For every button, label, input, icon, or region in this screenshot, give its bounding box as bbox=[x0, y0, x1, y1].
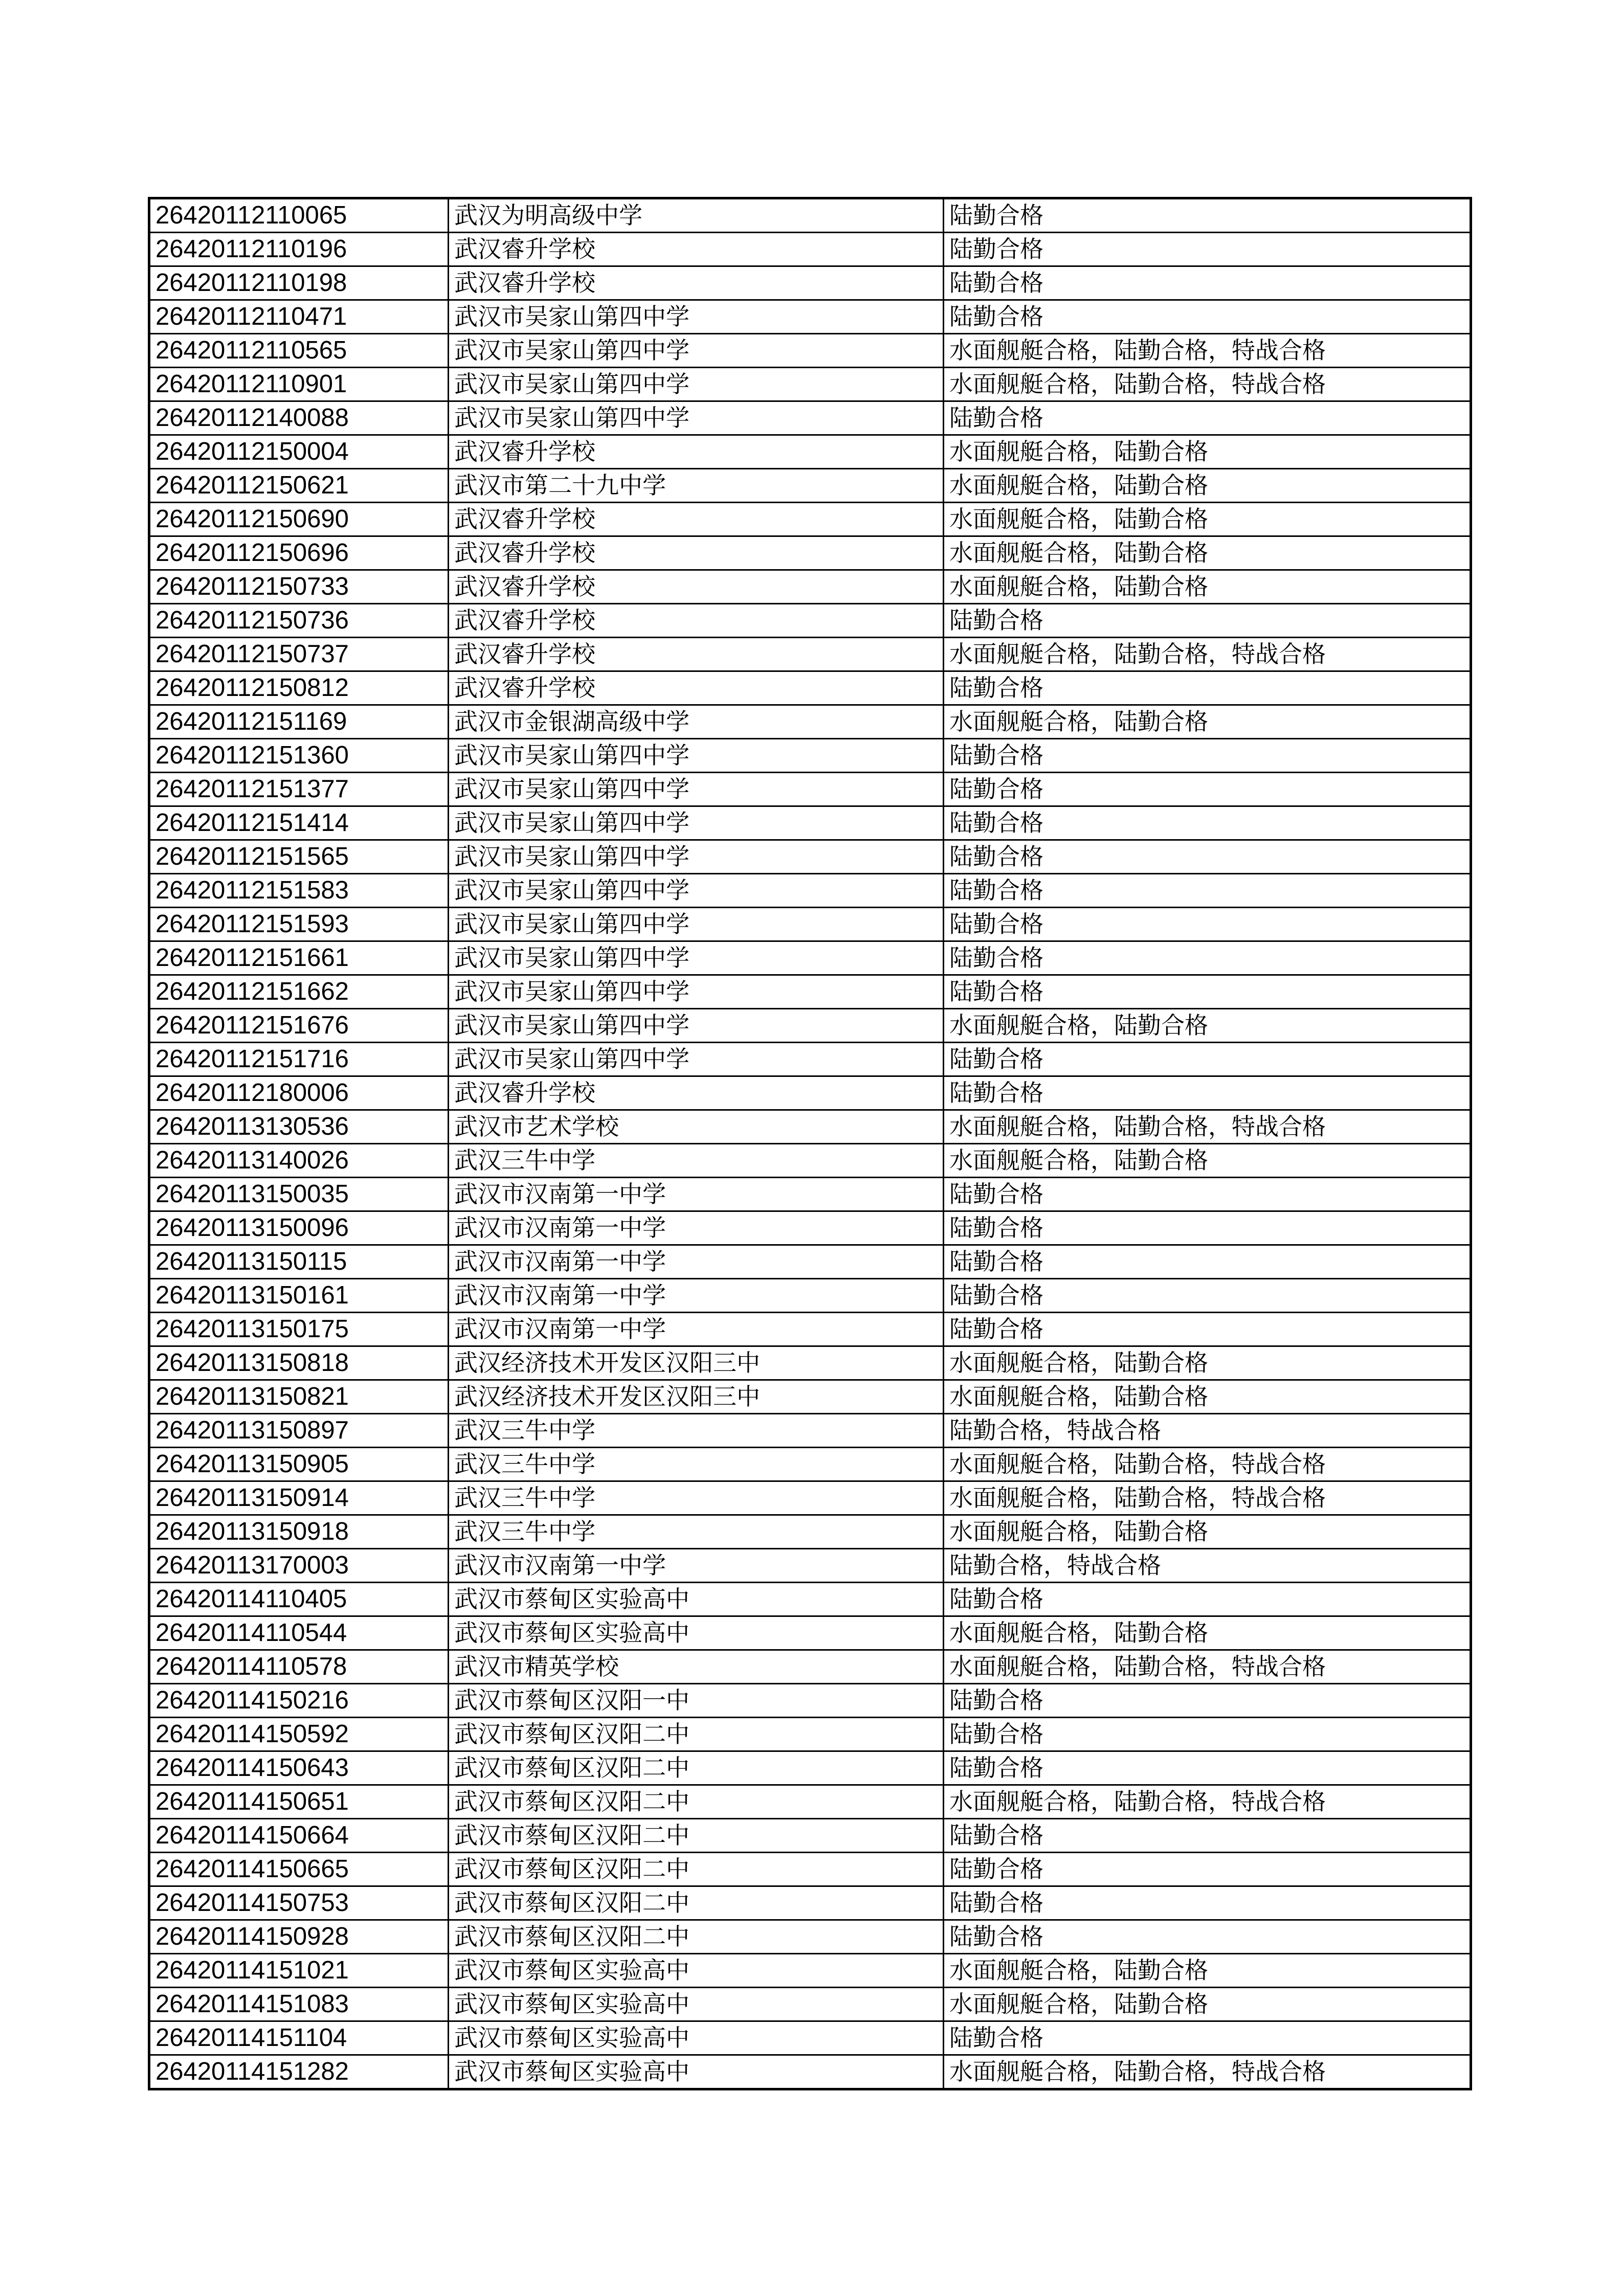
table-row bbox=[149, 1616, 1471, 1650]
school-name-cell: 武汉市吴家山第四中学 bbox=[449, 874, 944, 908]
school-name-cell: 武汉市蔡甸区实验高中 bbox=[449, 1988, 944, 2021]
candidate-id-cell: 26420114150216 bbox=[149, 1684, 449, 1718]
candidate-id-cell: 26420112150812 bbox=[149, 671, 449, 705]
table-row bbox=[149, 941, 1471, 975]
school-name-cell: 武汉市汉南第一中学 bbox=[449, 1245, 944, 1279]
table-row bbox=[149, 773, 1471, 806]
result-cell: 陆勤合格 bbox=[944, 233, 1471, 266]
result-cell: 陆勤合格 bbox=[944, 739, 1471, 773]
candidate-id-cell: 26420114150664 bbox=[149, 1819, 449, 1853]
table-row bbox=[149, 1110, 1471, 1144]
result-cell: 陆勤合格 bbox=[944, 198, 1471, 233]
table-row bbox=[149, 1684, 1471, 1718]
school-name-cell: 武汉市艺术学校 bbox=[449, 1110, 944, 1144]
table-row bbox=[149, 1346, 1471, 1380]
table-row bbox=[149, 739, 1471, 773]
table-row bbox=[149, 1954, 1471, 1988]
table-row bbox=[149, 266, 1471, 300]
table-row bbox=[149, 638, 1471, 671]
school-name-cell: 武汉市蔡甸区汉阳二中 bbox=[449, 1920, 944, 1954]
table-row bbox=[149, 1583, 1471, 1616]
result-cell: 陆勤合格 bbox=[944, 1853, 1471, 1886]
table-row bbox=[149, 908, 1471, 941]
result-cell: 陆勤合格 bbox=[944, 1751, 1471, 1785]
candidate-id-cell: 26420114151104 bbox=[149, 2021, 449, 2055]
table-row bbox=[149, 1178, 1471, 1211]
results-table-body bbox=[149, 198, 1471, 2089]
school-name-cell: 武汉睿升学校 bbox=[449, 638, 944, 671]
table-row bbox=[149, 1785, 1471, 1819]
table-row bbox=[149, 705, 1471, 739]
candidate-id-cell: 26420112110198 bbox=[149, 266, 449, 300]
table-row bbox=[149, 1718, 1471, 1751]
candidate-id-cell: 26420112151583 bbox=[149, 874, 449, 908]
school-name-cell: 武汉市蔡甸区汉阳二中 bbox=[449, 1751, 944, 1785]
table-row bbox=[149, 1988, 1471, 2021]
result-cell: 陆勤合格 bbox=[944, 266, 1471, 300]
school-name-cell: 武汉市精英学校 bbox=[449, 1650, 944, 1684]
school-name-cell: 武汉市蔡甸区实验高中 bbox=[449, 1583, 944, 1616]
result-cell: 水面舰艇合格，陆勤合格 bbox=[944, 503, 1471, 536]
table-row bbox=[149, 1279, 1471, 1313]
school-name-cell: 武汉市蔡甸区汉阳一中 bbox=[449, 1684, 944, 1718]
result-cell: 陆勤合格 bbox=[944, 1178, 1471, 1211]
candidate-id-cell: 26420113170003 bbox=[149, 1549, 449, 1583]
result-cell: 水面舰艇合格，陆勤合格 bbox=[944, 1515, 1471, 1549]
candidate-id-cell: 26420112151565 bbox=[149, 840, 449, 874]
table-row bbox=[149, 1043, 1471, 1076]
result-cell: 陆勤合格 bbox=[944, 1920, 1471, 1954]
school-name-cell: 武汉市蔡甸区汉阳二中 bbox=[449, 1853, 944, 1886]
result-cell: 陆勤合格 bbox=[944, 773, 1471, 806]
table-row bbox=[149, 1009, 1471, 1043]
school-name-cell: 武汉市吴家山第四中学 bbox=[449, 334, 944, 368]
candidate-id-cell: 26420114150643 bbox=[149, 1751, 449, 1785]
school-name-cell: 武汉市吴家山第四中学 bbox=[449, 806, 944, 840]
table-row bbox=[149, 1751, 1471, 1785]
candidate-id-cell: 26420113150905 bbox=[149, 1448, 449, 1481]
school-name-cell: 武汉经济技术开发区汉阳三中 bbox=[449, 1380, 944, 1414]
candidate-id-cell: 26420113150096 bbox=[149, 1211, 449, 1245]
school-name-cell: 武汉市吴家山第四中学 bbox=[449, 1009, 944, 1043]
result-cell: 陆勤合格 bbox=[944, 1245, 1471, 1279]
school-name-cell: 武汉经济技术开发区汉阳三中 bbox=[449, 1346, 944, 1380]
table-row bbox=[149, 1920, 1471, 1954]
school-name-cell: 武汉市汉南第一中学 bbox=[449, 1313, 944, 1346]
candidate-id-cell: 26420112110901 bbox=[149, 368, 449, 401]
table-row bbox=[149, 975, 1471, 1009]
result-cell: 陆勤合格 bbox=[944, 300, 1471, 334]
school-name-cell: 武汉市蔡甸区汉阳二中 bbox=[449, 1718, 944, 1751]
school-name-cell: 武汉市汉南第一中学 bbox=[449, 1211, 944, 1245]
result-cell: 水面舰艇合格，陆勤合格，特战合格 bbox=[944, 638, 1471, 671]
result-cell: 陆勤合格 bbox=[944, 1718, 1471, 1751]
result-cell: 水面舰艇合格，陆勤合格，特战合格 bbox=[944, 1650, 1471, 1684]
table-row bbox=[149, 1853, 1471, 1886]
table-row bbox=[149, 2055, 1471, 2089]
school-name-cell: 武汉市蔡甸区实验高中 bbox=[449, 1954, 944, 1988]
result-cell: 水面舰艇合格，陆勤合格 bbox=[944, 1380, 1471, 1414]
table-row bbox=[149, 570, 1471, 604]
school-name-cell: 武汉市蔡甸区实验高中 bbox=[449, 2055, 944, 2089]
table-row bbox=[149, 536, 1471, 570]
candidate-id-cell: 26420113130536 bbox=[149, 1110, 449, 1144]
table-row bbox=[149, 198, 1471, 233]
candidate-id-cell: 26420112151662 bbox=[149, 975, 449, 1009]
candidate-id-cell: 26420112150621 bbox=[149, 469, 449, 503]
result-cell: 陆勤合格 bbox=[944, 1583, 1471, 1616]
candidate-id-cell: 26420112151377 bbox=[149, 773, 449, 806]
candidate-id-cell: 26420112150696 bbox=[149, 536, 449, 570]
candidate-id-cell: 26420112110065 bbox=[149, 198, 449, 233]
table-row bbox=[149, 1076, 1471, 1110]
school-name-cell: 武汉市汉南第一中学 bbox=[449, 1178, 944, 1211]
school-name-cell: 武汉睿升学校 bbox=[449, 233, 944, 266]
candidate-id-cell: 26420112180006 bbox=[149, 1076, 449, 1110]
candidate-id-cell: 26420112150736 bbox=[149, 604, 449, 638]
school-name-cell: 武汉睿升学校 bbox=[449, 604, 944, 638]
school-name-cell: 武汉三牛中学 bbox=[449, 1414, 944, 1448]
result-cell: 陆勤合格 bbox=[944, 908, 1471, 941]
candidate-id-cell: 26420113150161 bbox=[149, 1279, 449, 1313]
result-cell: 陆勤合格 bbox=[944, 1076, 1471, 1110]
candidate-id-cell: 26420112151676 bbox=[149, 1009, 449, 1043]
table-row bbox=[149, 1819, 1471, 1853]
table-row bbox=[149, 1448, 1471, 1481]
school-name-cell: 武汉市吴家山第四中学 bbox=[449, 401, 944, 435]
school-name-cell: 武汉三牛中学 bbox=[449, 1515, 944, 1549]
table-row bbox=[149, 469, 1471, 503]
result-cell: 陆勤合格 bbox=[944, 840, 1471, 874]
candidate-id-cell: 26420112150733 bbox=[149, 570, 449, 604]
table-row bbox=[149, 2021, 1471, 2055]
candidate-id-cell: 26420112151661 bbox=[149, 941, 449, 975]
candidate-id-cell: 26420114110544 bbox=[149, 1616, 449, 1650]
table-row bbox=[149, 1549, 1471, 1583]
result-cell: 水面舰艇合格，陆勤合格，特战合格 bbox=[944, 2055, 1471, 2089]
result-cell: 陆勤合格 bbox=[944, 1819, 1471, 1853]
school-name-cell: 武汉为明高级中学 bbox=[449, 198, 944, 233]
candidate-id-cell: 26420112151593 bbox=[149, 908, 449, 941]
result-cell: 水面舰艇合格，陆勤合格，特战合格 bbox=[944, 1785, 1471, 1819]
result-cell: 陆勤合格 bbox=[944, 604, 1471, 638]
table-row bbox=[149, 503, 1471, 536]
school-name-cell: 武汉三牛中学 bbox=[449, 1448, 944, 1481]
table-row bbox=[149, 1650, 1471, 1684]
candidate-id-cell: 26420112150004 bbox=[149, 435, 449, 469]
school-name-cell: 武汉市吴家山第四中学 bbox=[449, 739, 944, 773]
school-name-cell: 武汉市吴家山第四中学 bbox=[449, 941, 944, 975]
table-row bbox=[149, 1886, 1471, 1920]
result-cell: 陆勤合格 bbox=[944, 1211, 1471, 1245]
result-cell: 陆勤合格 bbox=[944, 975, 1471, 1009]
result-cell: 陆勤合格 bbox=[944, 2021, 1471, 2055]
school-name-cell: 武汉睿升学校 bbox=[449, 1076, 944, 1110]
school-name-cell: 武汉市吴家山第四中学 bbox=[449, 773, 944, 806]
table-row bbox=[149, 300, 1471, 334]
school-name-cell: 武汉睿升学校 bbox=[449, 536, 944, 570]
table-row bbox=[149, 604, 1471, 638]
result-cell: 陆勤合格 bbox=[944, 1313, 1471, 1346]
result-cell: 水面舰艇合格，陆勤合格，特战合格 bbox=[944, 1448, 1471, 1481]
candidate-id-cell: 26420112151414 bbox=[149, 806, 449, 840]
candidate-id-cell: 26420114110578 bbox=[149, 1650, 449, 1684]
result-cell: 陆勤合格，特战合格 bbox=[944, 1414, 1471, 1448]
candidate-id-cell: 26420113150897 bbox=[149, 1414, 449, 1448]
candidate-id-cell: 26420114150928 bbox=[149, 1920, 449, 1954]
result-cell: 水面舰艇合格，陆勤合格 bbox=[944, 1988, 1471, 2021]
table-row bbox=[149, 806, 1471, 840]
candidate-id-cell: 26420113150821 bbox=[149, 1380, 449, 1414]
candidate-id-cell: 26420112151169 bbox=[149, 705, 449, 739]
table-row bbox=[149, 1144, 1471, 1178]
candidate-id-cell: 26420113150115 bbox=[149, 1245, 449, 1279]
result-cell: 陆勤合格，特战合格 bbox=[944, 1549, 1471, 1583]
table-row bbox=[149, 1245, 1471, 1279]
candidate-id-cell: 26420112150690 bbox=[149, 503, 449, 536]
result-cell: 水面舰艇合格，陆勤合格 bbox=[944, 1346, 1471, 1380]
table-row bbox=[149, 334, 1471, 368]
result-cell: 陆勤合格 bbox=[944, 1886, 1471, 1920]
table-row bbox=[149, 1313, 1471, 1346]
school-name-cell: 武汉睿升学校 bbox=[449, 503, 944, 536]
candidate-id-cell: 26420113150035 bbox=[149, 1178, 449, 1211]
table-row bbox=[149, 368, 1471, 401]
result-cell: 水面舰艇合格，陆勤合格 bbox=[944, 536, 1471, 570]
candidate-id-cell: 26420113150918 bbox=[149, 1515, 449, 1549]
result-cell: 水面舰艇合格，陆勤合格，特战合格 bbox=[944, 1481, 1471, 1515]
candidate-id-cell: 26420112110471 bbox=[149, 300, 449, 334]
school-name-cell: 武汉市吴家山第四中学 bbox=[449, 368, 944, 401]
school-name-cell: 武汉睿升学校 bbox=[449, 266, 944, 300]
school-name-cell: 武汉市蔡甸区汉阳二中 bbox=[449, 1819, 944, 1853]
candidate-id-cell: 26420114150665 bbox=[149, 1853, 449, 1886]
result-cell: 陆勤合格 bbox=[944, 874, 1471, 908]
table-row bbox=[149, 840, 1471, 874]
school-name-cell: 武汉市汉南第一中学 bbox=[449, 1549, 944, 1583]
candidate-id-cell: 26420113150818 bbox=[149, 1346, 449, 1380]
result-cell: 水面舰艇合格，陆勤合格 bbox=[944, 1616, 1471, 1650]
school-name-cell: 武汉睿升学校 bbox=[449, 570, 944, 604]
table-row bbox=[149, 1380, 1471, 1414]
result-cell: 陆勤合格 bbox=[944, 1043, 1471, 1076]
candidate-id-cell: 26420112151360 bbox=[149, 739, 449, 773]
result-cell: 陆勤合格 bbox=[944, 1684, 1471, 1718]
result-cell: 水面舰艇合格，陆勤合格 bbox=[944, 570, 1471, 604]
result-cell: 陆勤合格 bbox=[944, 401, 1471, 435]
school-name-cell: 武汉市吴家山第四中学 bbox=[449, 975, 944, 1009]
results-table bbox=[148, 197, 1472, 2090]
school-name-cell: 武汉睿升学校 bbox=[449, 671, 944, 705]
result-cell: 陆勤合格 bbox=[944, 671, 1471, 705]
result-cell: 水面舰艇合格，陆勤合格 bbox=[944, 469, 1471, 503]
result-cell: 水面舰艇合格，陆勤合格 bbox=[944, 1144, 1471, 1178]
result-cell: 水面舰艇合格，陆勤合格 bbox=[944, 1009, 1471, 1043]
candidate-id-cell: 26420114150592 bbox=[149, 1718, 449, 1751]
table-row bbox=[149, 671, 1471, 705]
candidate-id-cell: 26420114150651 bbox=[149, 1785, 449, 1819]
candidate-id-cell: 26420112151716 bbox=[149, 1043, 449, 1076]
table-row bbox=[149, 1211, 1471, 1245]
candidate-id-cell: 26420114151021 bbox=[149, 1954, 449, 1988]
candidate-id-cell: 26420114110405 bbox=[149, 1583, 449, 1616]
candidate-id-cell: 26420114151282 bbox=[149, 2055, 449, 2089]
candidate-id-cell: 26420114150753 bbox=[149, 1886, 449, 1920]
candidate-id-cell: 26420112110565 bbox=[149, 334, 449, 368]
table-row bbox=[149, 1515, 1471, 1549]
result-cell: 水面舰艇合格，陆勤合格 bbox=[944, 1954, 1471, 1988]
candidate-id-cell: 26420113150175 bbox=[149, 1313, 449, 1346]
result-cell: 水面舰艇合格，陆勤合格 bbox=[944, 705, 1471, 739]
school-name-cell: 武汉睿升学校 bbox=[449, 435, 944, 469]
result-cell: 水面舰艇合格，陆勤合格，特战合格 bbox=[944, 368, 1471, 401]
school-name-cell: 武汉市吴家山第四中学 bbox=[449, 1043, 944, 1076]
candidate-id-cell: 26420112140088 bbox=[149, 401, 449, 435]
table-row bbox=[149, 1481, 1471, 1515]
school-name-cell: 武汉市吴家山第四中学 bbox=[449, 908, 944, 941]
school-name-cell: 武汉市蔡甸区汉阳二中 bbox=[449, 1785, 944, 1819]
result-cell: 陆勤合格 bbox=[944, 806, 1471, 840]
candidate-id-cell: 26420113150914 bbox=[149, 1481, 449, 1515]
table-row bbox=[149, 435, 1471, 469]
result-cell: 水面舰艇合格，陆勤合格，特战合格 bbox=[944, 1110, 1471, 1144]
school-name-cell: 武汉市吴家山第四中学 bbox=[449, 840, 944, 874]
table-row bbox=[149, 874, 1471, 908]
result-cell: 陆勤合格 bbox=[944, 941, 1471, 975]
table-row bbox=[149, 1414, 1471, 1448]
school-name-cell: 武汉市第二十九中学 bbox=[449, 469, 944, 503]
table-row bbox=[149, 401, 1471, 435]
school-name-cell: 武汉市蔡甸区实验高中 bbox=[449, 2021, 944, 2055]
school-name-cell: 武汉市吴家山第四中学 bbox=[449, 300, 944, 334]
result-cell: 水面舰艇合格，陆勤合格，特战合格 bbox=[944, 334, 1471, 368]
candidate-id-cell: 26420114151083 bbox=[149, 1988, 449, 2021]
school-name-cell: 武汉市汉南第一中学 bbox=[449, 1279, 944, 1313]
school-name-cell: 武汉市金银湖高级中学 bbox=[449, 705, 944, 739]
result-cell: 水面舰艇合格，陆勤合格 bbox=[944, 435, 1471, 469]
candidate-id-cell: 26420113140026 bbox=[149, 1144, 449, 1178]
candidate-id-cell: 26420112110196 bbox=[149, 233, 449, 266]
school-name-cell: 武汉市蔡甸区汉阳二中 bbox=[449, 1886, 944, 1920]
candidate-id-cell: 26420112150737 bbox=[149, 638, 449, 671]
school-name-cell: 武汉三牛中学 bbox=[449, 1481, 944, 1515]
result-cell: 陆勤合格 bbox=[944, 1279, 1471, 1313]
school-name-cell: 武汉三牛中学 bbox=[449, 1144, 944, 1178]
school-name-cell: 武汉市蔡甸区实验高中 bbox=[449, 1616, 944, 1650]
table-row bbox=[149, 233, 1471, 266]
